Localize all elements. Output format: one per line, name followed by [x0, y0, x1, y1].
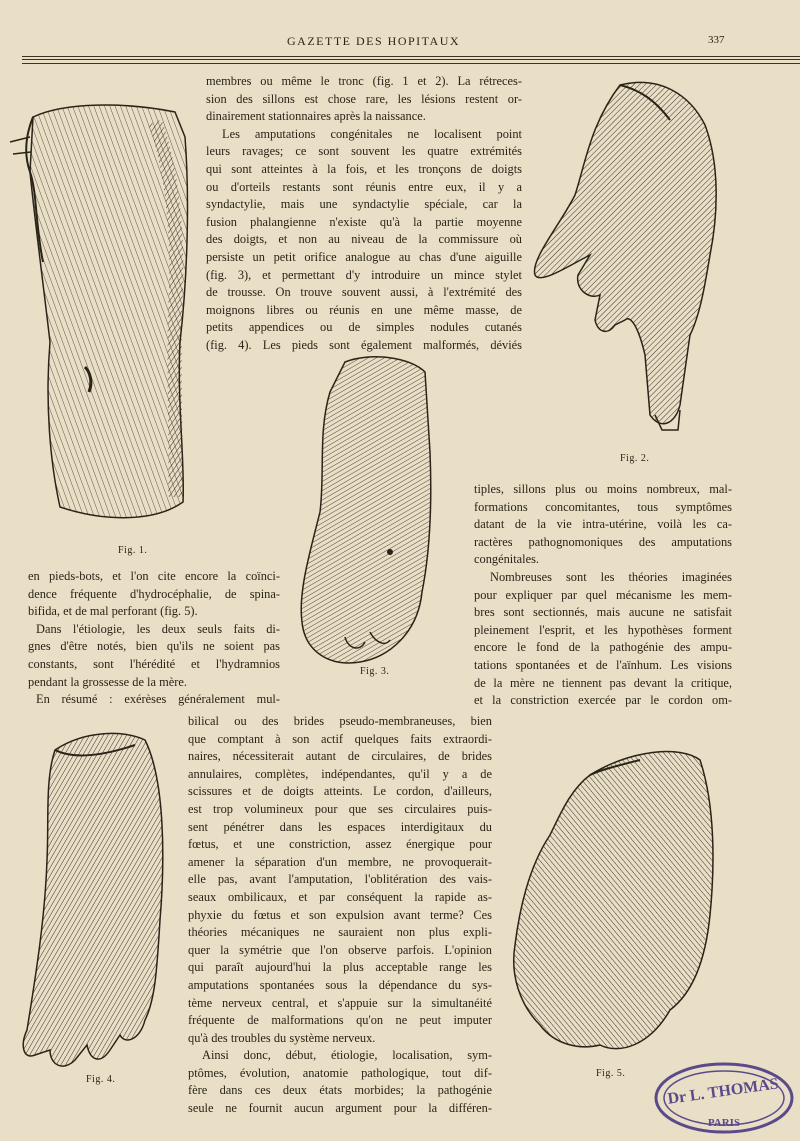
text-line: (fig. 4). Les pieds sont également malformés, déviés	[206, 337, 522, 352]
text-line: annulaires, complètes, indépendantes, qu'il y a de	[188, 766, 492, 781]
text-line: qu'à des troubles du système nerveux.	[188, 1030, 376, 1045]
header-rule	[22, 56, 800, 57]
library-stamp	[652, 1058, 796, 1138]
text-block-right	[474, 481, 732, 710]
page-number: 337	[708, 34, 725, 46]
text-line: et la constriction exercée par le cordon om-	[474, 693, 732, 708]
text-line: seule ne fournit aucun argument pour la différen-	[188, 1101, 492, 1116]
text-line: fréquente de malformations qu'on ne peut imputer	[188, 1013, 492, 1028]
text-line: théories mécaniques ne sauraient non plus expli-	[188, 925, 492, 940]
text-line: tiples, sillons plus ou moins nombreux, mal-	[474, 482, 732, 496]
text-line: ptômes, évolution, anatomie pathologique, tout dif-	[188, 1065, 492, 1080]
text-line: En résumé : exérèses généralement mul-	[36, 692, 280, 707]
figure-4-illustration	[15, 720, 190, 1080]
text-line: Ainsi donc, début, étiologie, localisation, sym-	[202, 1048, 492, 1063]
text-line: dence fréquente d'hydrocéphalie, de spina-	[28, 586, 280, 601]
text-line: tations spontanées et de l'aïnhum. Les visions	[474, 657, 732, 672]
figure-1-illustration	[5, 82, 205, 532]
text-line: formations concomitantes, tous symptômes	[474, 499, 732, 514]
text-line: (fig. 3), et permettant d'y introduire un mince stylet	[206, 267, 522, 282]
text-line: syndactylie, mais une syndactylie spéciale, car la	[206, 197, 522, 212]
text-line: pendant la grossesse de la mère.	[28, 674, 187, 689]
text-line: bifida, et de mal perforant (fig. 5).	[28, 604, 198, 619]
text-line: elle pas, avant l'amputation, l'oblitération des vais-	[188, 872, 492, 887]
text-line: pour expliquer par quel mécanisme les mem-	[474, 587, 732, 602]
figure-3-caption: Fig. 3.	[360, 666, 390, 677]
text-line: pleinement l'esprit, et les hypothèses forment	[474, 622, 732, 637]
text-line: amputations spontanées sous la dépendance du sys-	[188, 977, 492, 992]
text-line: bilical ou des brides pseudo-membraneuses, bien	[188, 714, 492, 728]
text-line: scissures et de doigts atteints. Le cordon, d'ailleurs,	[188, 784, 492, 799]
text-line: bres sont sectionnés, mais aucune ne satisfait	[474, 605, 732, 620]
text-line: Dans l'étiologie, les deux seuls faits di-	[36, 621, 280, 636]
header-rule-2	[22, 59, 800, 60]
text-line: amener la séparation d'un membre, ne provoquerait-	[188, 854, 492, 869]
text-block-left	[28, 568, 280, 709]
text-line: leurs ravages; ce sont souvent les quatre extrémités	[206, 144, 522, 159]
text-line: quer la symétrie que l'on observe parfois. L'opinion	[188, 942, 492, 957]
text-line: gnes d'être notés, bien qu'ils ne soient pas	[28, 639, 280, 654]
text-line: fœtus, et une constriction, assez énergique pour	[188, 837, 492, 852]
text-line: seaux ombilicaux, et par conséquent la rapide as-	[188, 889, 492, 904]
text-line: en pieds-bots, et l'on cite encore la coïnci-	[28, 569, 280, 583]
text-line: Les amputations congénitales ne localisent point	[222, 126, 522, 141]
text-line: est trop volumineux pour que ses circulaires puis-	[188, 801, 492, 816]
text-line: fusion phalangienne n'existe qu'à la partie moyenne	[206, 214, 522, 229]
text-line: Nombreuses sont les théories imaginées	[490, 569, 732, 584]
text-line: naires, nécessiterait autant de circulaires, de brides	[188, 749, 492, 764]
text-line: de trousse. On trouve souvent aussi, à l'extrémité des	[206, 285, 522, 300]
text-line: ractères pathognomoniques des amputations	[474, 534, 732, 549]
figure-2-illustration	[530, 75, 730, 445]
figure-5-illustration	[500, 745, 730, 1065]
text-line: datant de la vie intra-utérine, voilà les ca-	[474, 517, 732, 532]
text-line: qui sont atteintes à la fois, et les tronçons de doigts	[206, 161, 522, 176]
text-line: petits appendices ou de simples nodules cutanés	[206, 320, 522, 335]
text-line: des doigts, et non au niveau de la commissure où	[206, 232, 522, 247]
text-line: phyxie du fœtus et son expulsion avant terme? Ces	[188, 907, 492, 922]
figure-5-caption: Fig. 5.	[596, 1068, 626, 1079]
text-line: persiste un petit orifice analogue au chas d'une aiguille	[206, 249, 522, 264]
text-line: qui paraît aujourd'hui la plus acceptable range les	[188, 960, 492, 975]
figure-1-caption: Fig. 1.	[118, 545, 148, 556]
stamp-city: PARIS	[707, 1117, 741, 1129]
text-line: fère dans ces deux états morbides; la pathogénie	[188, 1083, 492, 1098]
figure-3-illustration	[290, 352, 440, 672]
page-header	[0, 34, 800, 54]
text-line: moignons libres ou réunis en une même masse, de	[206, 302, 522, 317]
text-line: dinairement stationnaires après la naissance.	[206, 109, 426, 124]
header-rule-3	[22, 63, 800, 64]
stamp-name: Dr L. THOMAS	[666, 1075, 780, 1108]
text-block-top	[206, 73, 522, 355]
text-block-bottom	[188, 713, 492, 1118]
figure-2-caption: Fig. 2.	[620, 453, 650, 464]
journal-title: GAZETTE DES HOPITAUX	[287, 34, 461, 48]
text-line: membres ou même le tronc (fig. 1 et 2). La rétreces-	[206, 74, 522, 88]
text-line: constants, sont l'hérédité et l'hydramnios	[28, 656, 280, 671]
text-line: congénitales.	[474, 552, 540, 567]
text-line: de la mère ne tiennent pas devant la critique,	[474, 675, 732, 690]
text-line: sent pénétrer dans les espaces interdigitaux du	[188, 819, 492, 834]
text-line: encore le fond de la pathogénie des ampu-	[474, 640, 732, 655]
text-line: tème nerveux central, et s'appuie sur la simultanéité	[188, 995, 492, 1010]
text-line: ou d'orteils restants sont réunis entre eux, il y a	[206, 179, 522, 194]
text-line: que comptant à son actif quelques faits extraordi-	[188, 731, 492, 746]
text-line: sion des sillons est chose rare, les lésions restent or-	[206, 91, 522, 106]
figure-4-caption: Fig. 4.	[86, 1074, 116, 1085]
